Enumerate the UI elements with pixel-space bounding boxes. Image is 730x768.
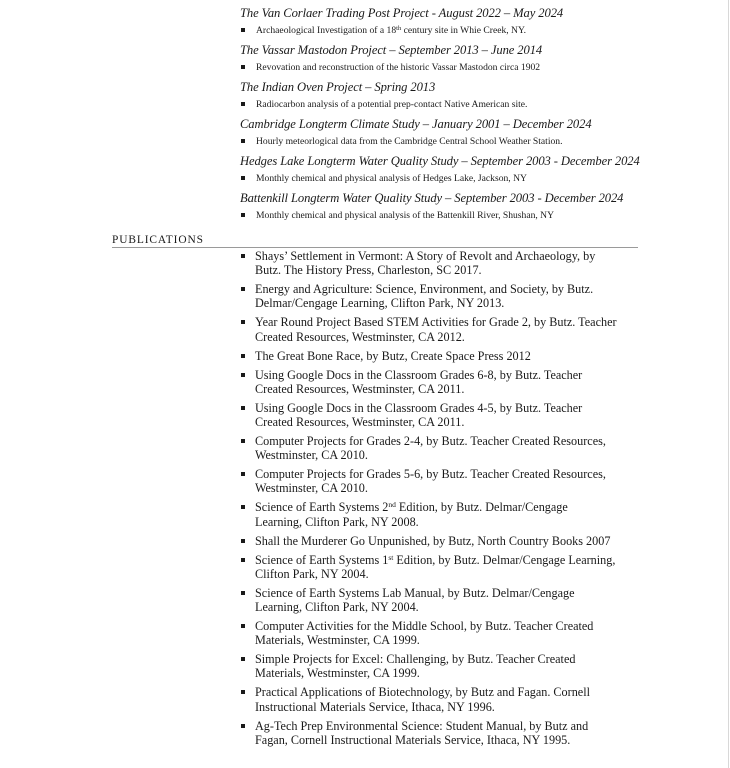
project-description-text: Radiocarbon analysis of a potential prep-contact Native American site. [256,99,528,110]
publication-text: Instructional Materials Service, Ithaca, NY 1996. [255,699,495,714]
publication-line [255,282,650,296]
publication-text: Fagan, Cornell Instructional Materials Service, Ithaca, NY 1995. [255,732,571,747]
bullet-icon [241,373,245,377]
publication-line [255,619,650,633]
publication-line [255,382,650,396]
publication-text: The Great Bone Race, by Butz, Create Space Press 2012 [255,348,531,363]
publication-item [240,315,650,343]
publication-item [240,719,650,747]
project-description [240,172,710,185]
publication-line [255,515,650,529]
bullet-icon [241,505,245,509]
publication-item [240,619,650,647]
project-description-text: Archaeological Investigation of a 18 [256,25,397,36]
publication-text: Simple Projects for Excel: Challenging, by Butz. Teacher Created [255,652,576,667]
publication-text: Learning, Clifton Park, NY 2004. [255,600,419,615]
projects-list [240,5,710,227]
publication-text: Learning, Clifton Park, NY 2008. [255,514,419,529]
publication-line [255,666,650,680]
bullet-icon [241,28,245,32]
publication-line [255,330,650,344]
publication-line [255,633,650,647]
publication-line [255,368,650,382]
publication-text: Using Google Docs in the Classroom Grades 6-8, by Butz. Teacher [255,367,583,382]
project-description [240,98,710,111]
bullet-icon [241,539,245,543]
publication-item [240,467,650,495]
bullet-icon [241,439,245,443]
bullet-icon [241,657,245,661]
publications-list [240,249,650,752]
publication-line [255,700,650,714]
publication-item [240,685,650,713]
project-title: Hedges Lake Longterm Water Quality Study – September 2003 - December 2024 [240,154,640,168]
publication-line [255,349,650,363]
bullet-icon [241,406,245,410]
publication-text: Computer Projects for Grades 2-4, by Butz. Teacher Created Resources, [255,434,606,449]
publication-text: Edition, by Butz. Delmar/Cengage [395,500,568,515]
ordinal-suffix: th [396,25,402,32]
project-title: The Van Corlaer Trading Post Project - August 2022 – May 2024 [240,6,564,20]
publication-text: Created Resources, Westminster, CA 2011. [255,381,465,396]
project-entry [240,153,710,185]
publication-text: Ag-Tech Prep Environmental Science: Student Manual, by Butz and [255,718,589,733]
publication-item [240,249,650,277]
publication-text: Practical Applications of Biotechnology, by Butz and Fagan. Cornell [255,685,590,700]
publication-text: Materials, Westminster, CA 1999. [255,633,420,648]
publication-item [240,553,650,581]
publication-line [255,315,650,329]
publication-text: Science of Earth Systems Lab Manual, by Butz. Delmar/Cengage [255,585,575,600]
publication-line [255,719,650,733]
publication-item [240,282,650,310]
publication-item [240,500,650,528]
bullet-icon [241,724,245,728]
bullet-icon [241,287,245,291]
publication-line [255,467,650,481]
project-description-text: Hourly meteorlogical data from the Cambridge Central School Weather Station. [256,136,563,147]
project-description-text: Monthly chemical and physical analysis of Hedges Lake, Jackson, NY [256,173,527,184]
publication-line [255,401,650,415]
bullet-icon [241,624,245,628]
publication-line [255,448,650,462]
publication-text: Edition, by Butz. Delmar/Cengage Learning, [393,552,616,567]
project-entry [240,116,710,148]
publication-line [255,600,650,614]
publication-line [255,733,650,747]
bullet-icon [241,320,245,324]
publication-line [255,586,650,600]
publication-text: Shays’ Settlement in Vermont: A Story of Revolt and Archaeology, by [255,249,596,263]
publication-text: Science of Earth Systems 2 [255,500,389,515]
publication-line [255,415,650,429]
publication-text: Westminster, CA 2010. [255,448,368,463]
project-description-text: Revovation and reconstruction of the historic Vassar Mastodon circa 1902 [256,62,541,73]
publication-text: Computer Projects for Grades 5-6, by Butz. Teacher Created Resources, [255,467,606,482]
bullet-icon [241,591,245,595]
publication-line [255,263,650,277]
publication-text: Using Google Docs in the Classroom Grades 4-5, by Butz. Teacher [255,400,583,415]
project-description [240,24,710,37]
publication-text: Delmar/Cengage Learning, Clifton Park, NY 2013. [255,296,505,311]
publication-item [240,368,650,396]
bullet-icon [241,254,245,258]
project-entry [240,5,710,37]
publication-text: Science of Earth Systems 1 [255,552,389,567]
project-entry [240,42,710,74]
project-entry [240,190,710,222]
publication-text: Energy and Agriculture: Science, Environment, and Society, by Butz. [255,282,594,297]
project-description [240,135,710,148]
publication-line [255,652,650,666]
publication-text: Created Resources, Westminster, CA 2011. [255,415,465,430]
publication-line [255,500,650,514]
bullet-icon [241,65,245,69]
publication-text: Clifton Park, NY 2004. [255,566,369,581]
publication-item [240,586,650,614]
publication-text: Materials, Westminster, CA 1999. [255,666,420,681]
project-entry [240,79,710,111]
publication-line [255,534,650,548]
project-description-text: century site in Whie Creek, NY. [401,25,527,36]
publication-text: Westminster, CA 2010. [255,481,368,496]
publication-line [255,567,650,581]
publication-item [240,534,650,548]
bullet-icon [241,139,245,143]
bullet-icon [241,213,245,217]
publications-heading: PUBLICATIONS [112,234,204,246]
publication-line [255,481,650,495]
publication-item [240,434,650,462]
project-description [240,61,710,74]
bullet-icon [241,102,245,106]
publication-line [255,434,650,448]
bullet-icon [241,690,245,694]
bullet-icon [241,176,245,180]
page-edge [728,0,729,768]
ordinal-suffix: nd [388,500,396,510]
bullet-icon [241,558,245,562]
publication-line [255,553,650,567]
ordinal-suffix: st [388,552,394,562]
publication-line [255,685,650,699]
project-title: The Vassar Mastodon Project – September 2013 – June 2014 [240,43,543,57]
bullet-icon [241,354,245,358]
publication-item [240,652,650,680]
publication-line [255,296,650,310]
publication-text: Year Round Project Based STEM Activities for Grade 2, by Butz. Teacher [255,315,617,330]
publication-item [240,349,650,363]
project-description [240,209,710,222]
project-description-text: Monthly chemical and physical analysis of the Battenkill River, Shushan, NY [256,210,555,221]
project-title: Battenkill Longterm Water Quality Study – September 2003 - December 2024 [240,191,624,205]
project-title: The Indian Oven Project – Spring 2013 [240,80,436,94]
section-divider [112,247,638,248]
publication-item [240,401,650,429]
publication-text: Shall the Murderer Go Unpunished, by Butz, North Country Books 2007 [255,533,611,548]
publication-text: Created Resources, Westminster, CA 2012. [255,329,465,344]
project-title: Cambridge Longterm Climate Study – January 2001 – December 2024 [240,117,592,131]
publication-text: Computer Activities for the Middle School, by Butz. Teacher Created [255,619,594,634]
bullet-icon [241,472,245,476]
publication-line [255,249,650,263]
publication-text: Butz. The History Press, Charleston, SC 2017. [255,263,482,278]
